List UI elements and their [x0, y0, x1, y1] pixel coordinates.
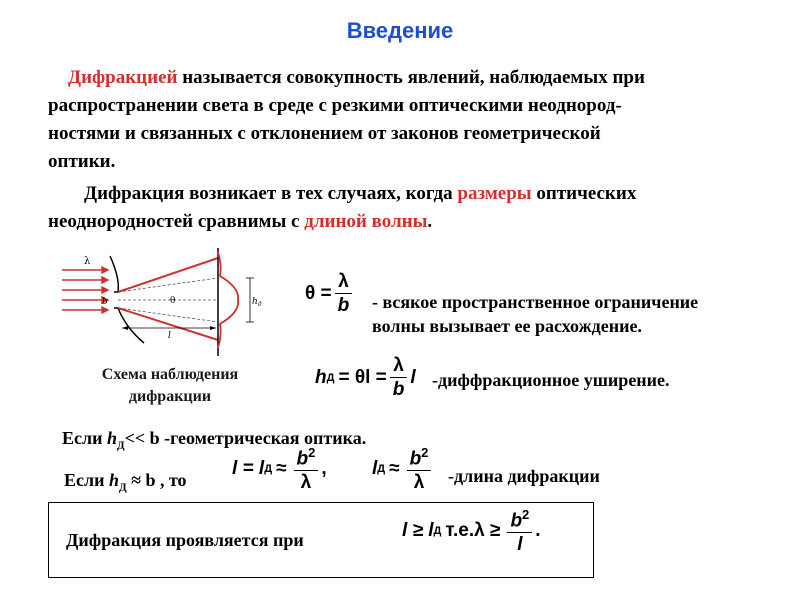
- lambda-label: λ: [84, 256, 91, 267]
- hd-label: $h_д$: [252, 297, 262, 308]
- highlight-size: размеры: [457, 183, 532, 204]
- diagram-caption: Схема наблюдения дифракции: [101, 366, 239, 405]
- intensity-profile: [218, 252, 238, 348]
- diffraction-diagram: [60, 248, 260, 358]
- screen-upper: [110, 256, 118, 292]
- geometric-optics-condition: Если $h_Д<< b$ -геометрическая оптика.: [62, 428, 367, 452]
- theta-label: θ: [170, 296, 176, 306]
- conclusion-text: Дифракция проявляется при: [66, 530, 304, 550]
- condition-paragraph: Дифракция возникает в тех случаях, когда размеры оптических неоднородностей сравнимы с длиной волны.: [48, 183, 637, 232]
- formula-diffraction-length-1: l = l Д ≈ $\frac{b^2}{\lambda}$ ,: [232, 445, 327, 494]
- formula-diffraction-length-2: l Д ≈ $\frac{b^2}{\lambda}$: [372, 446, 434, 492]
- broadening-description: -диффракционное уширение.: [432, 370, 670, 390]
- aperture-label: b: [102, 297, 108, 307]
- page-title: Введение: [346, 18, 454, 43]
- divergence-description: - всякое пространственное ограничение волны вызывает ее расхождение.: [372, 292, 699, 336]
- highlight-wavelength: длиной волны: [304, 211, 428, 232]
- term-diffraction: Дифракцией: [68, 67, 178, 88]
- diffraction-length-description: -длина дифракции: [448, 466, 600, 486]
- formula-divergence-angle: θ = $\frac{\lambda}{b}$: [305, 272, 355, 315]
- distance-label: l: [168, 331, 171, 341]
- formula-broadening: h Д = θl = $\frac{\lambda}{b}$ l: [315, 355, 416, 400]
- screen-lower: [114, 308, 144, 343]
- diffraction-length-condition: Если $h_Д \approx b$ , то: [64, 470, 187, 494]
- definition-paragraph: Дифракцией называется совокупность явлений, наблюдаемых при распространении света в среде с резкими оптическими неоднород- ностями и связанных с отклонением от законов геометрической оптики.: [48, 67, 645, 172]
- formula-diffraction-condition: l ≥ l Д т.е.λ ≥ $\frac{b^2}{l}$ .: [402, 507, 541, 556]
